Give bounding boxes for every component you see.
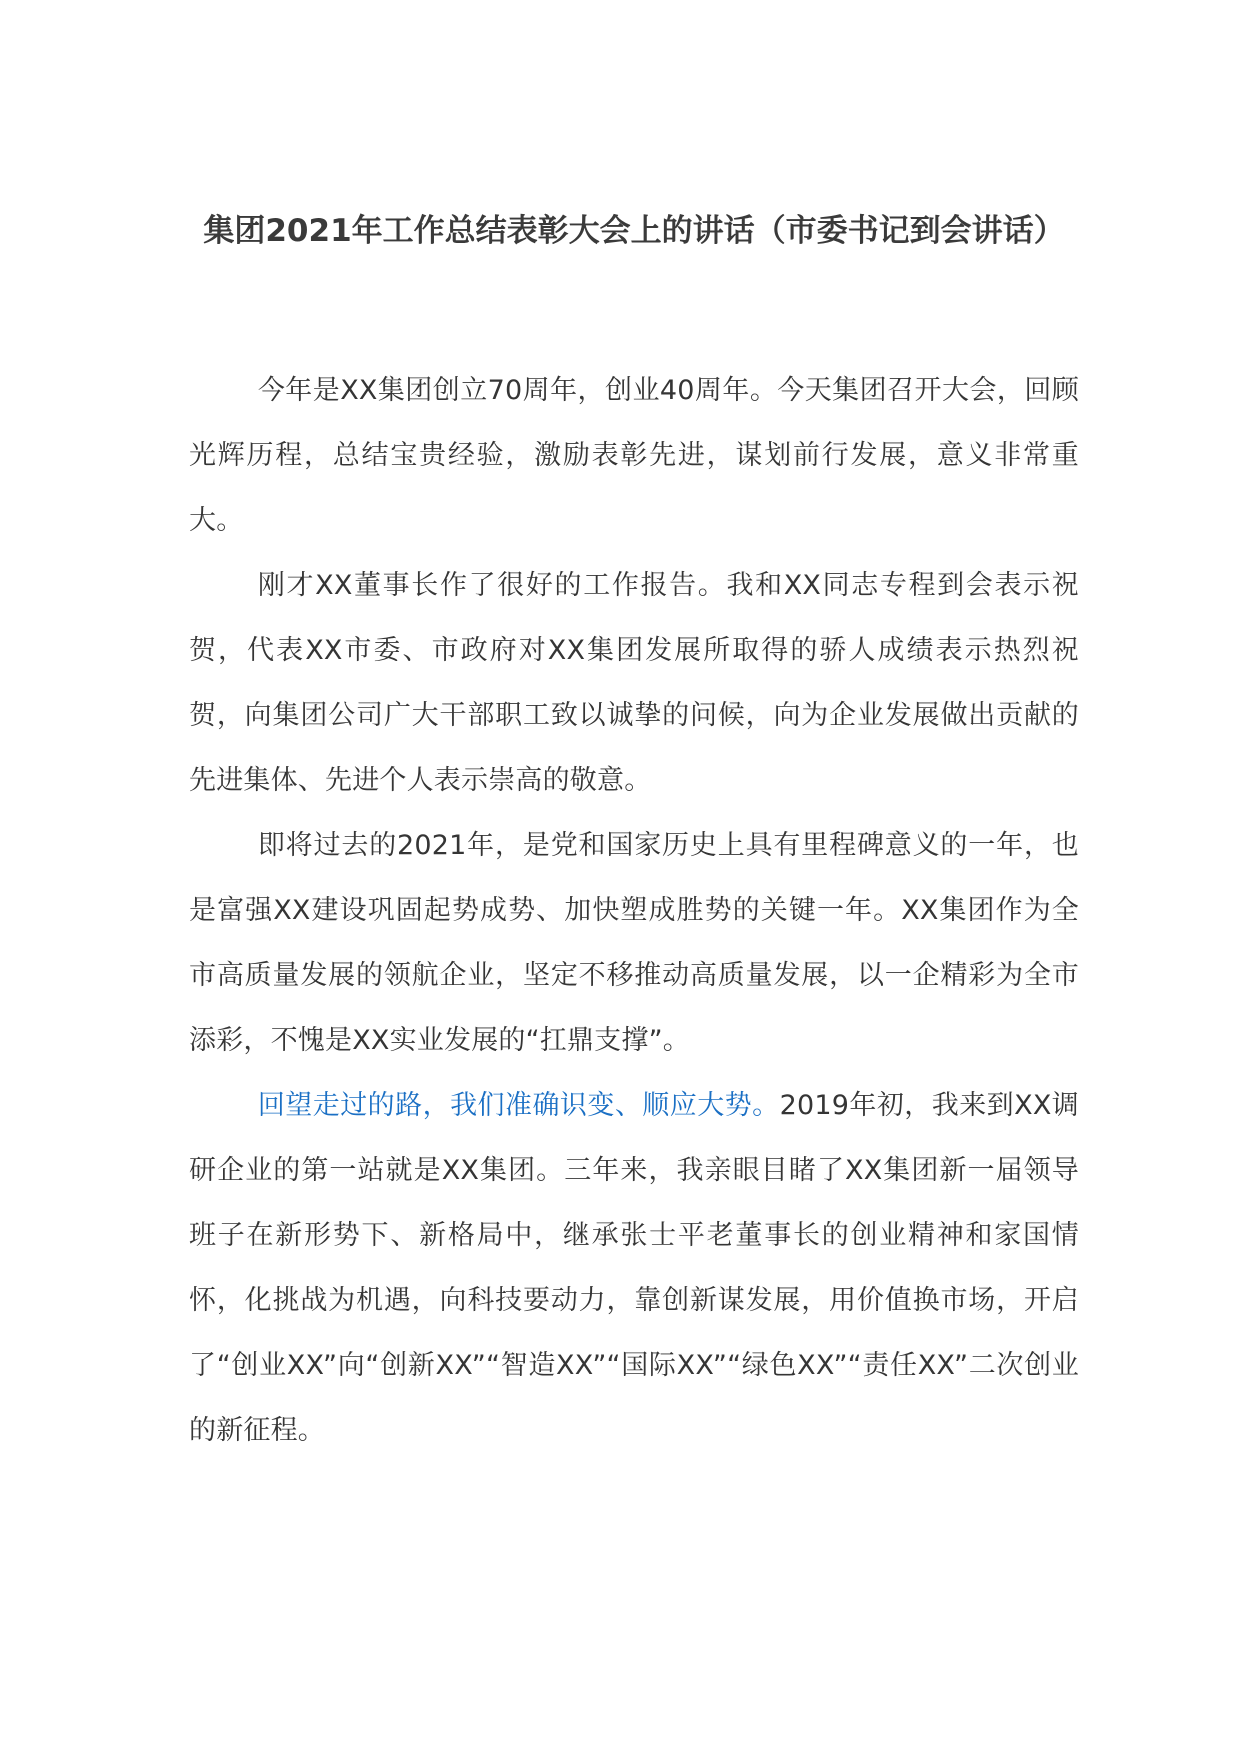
paragraph-3: 即将过去的2021年，是党和国家历史上具有里程碑意义的一年，也是富强XX建设巩固起势成势、加快塑成胜势的关键一年。XX集团作为全市高质量发展的领航企业，坚定不移推动高质量发展，以一企精彩为全市添彩，不愧是XX实业发展的“扛鼎支撑”。 (189, 830, 1079, 1056)
document-title: 集团2021年工作总结表彰大会上的讲话（市委书记到会讲话） (203, 213, 1065, 249)
paragraph-4-text: 2019年初，我来到XX调研企业的第一站就是XX集团。三年来，我亲眼目睹了XX集团新一届领导班子在新形势下、新格局中，继承张士平老董事长的创业精神和家国情怀，化挑战为机遇，向科技要动力，靠创新谋发展，用价值换市场，开启了“创业XX”向“创新XX”“智造XX”“国际XX”“绿色XX”“责任XX”二次创业的新征程。 (189, 1090, 1079, 1446)
highlighted-sentence: 回望走过的路，我们准确识变、顺应大势。 (257, 1090, 780, 1121)
paragraph-2: 刚才XX董事长作了很好的工作报告。我和XX同志专程到会表示祝贺，代表XX市委、市政府对XX集团发展所取得的骄人成绩表示热烈祝贺，向集团公司广大干部职工致以诚挚的问候，向为企业发展做出贡献的先进集体、先进个人表示崇高的敬意。 (189, 570, 1079, 796)
paragraph-4 (189, 1073, 1079, 1463)
paragraph-1: 今年是XX集团创立70周年，创业40周年。今天集团召开大会，回顾光辉历程，总结宝贵经验，激励表彰先进，谋划前行发展，意义非常重大。 (189, 375, 1079, 536)
document-body (189, 358, 1079, 1463)
